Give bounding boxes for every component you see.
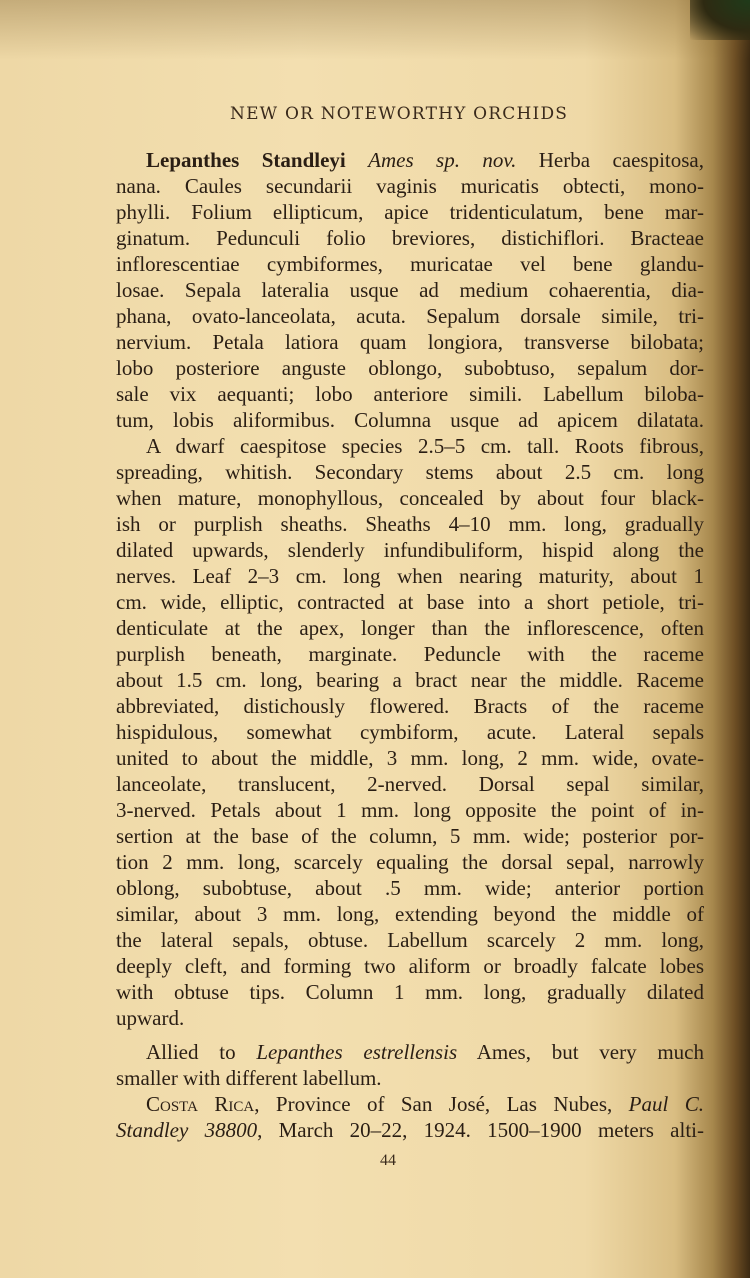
running-head: NEW OR NOTEWORTHY ORCHIDS (230, 104, 569, 124)
para2-line: deeply cleft, and forming two aliform or broadly falcate lobes (116, 954, 704, 978)
para2-line: nerves. Leaf 2–3 cm. long when nearing maturity, about 1 (116, 564, 704, 588)
para2-line: about 1.5 cm. long, bearing a bract near the middle. Raceme (116, 668, 704, 692)
para1-line: nervium. Petala latiora quam longiora, transverse bilobata; (116, 330, 704, 354)
para2-line: ish or purplish sheaths. Sheaths 4–10 mm. long, gradually (116, 512, 704, 536)
species-author: Ames sp. nov. (368, 148, 517, 172)
para1-line: phylli. Folium ellipticum, apice tridenticulatum, bene mar- (116, 200, 704, 224)
para1-line: tum, lobis aliformibus. Columna usque ad apicem dilatata. (116, 408, 704, 432)
para1-line: phana, ovato-lanceolata, acuta. Sepalum dorsale simile, tri- (116, 304, 704, 328)
species-name: Lepanthes Standleyi (146, 148, 346, 172)
para2-line: upward. (116, 1006, 185, 1030)
para2-line: hispidulous, somewhat cymbiform, acute. Lateral sepals (116, 720, 704, 744)
para3-line-1-start: Allied to (146, 1040, 257, 1064)
para2-line: 3-nerved. Petals about 1 mm. long opposite the point of in- (116, 798, 704, 822)
para2-line: when mature, monophyllous, concealed by about four black- (116, 486, 704, 510)
para1-line-1 (146, 147, 704, 173)
para1-line: ginatum. Pedunculi folio breviores, distichiflori. Bracteae (116, 226, 704, 250)
para1-line: inflorescentiae cymbiformes, muricatae vel bene glandu- (116, 252, 704, 276)
collector-name: Paul C. (628, 1092, 704, 1116)
para2-line: sertion at the base of the column, 5 mm. wide; posterior por- (116, 824, 704, 848)
para3-line-2: smaller with different labellum. (116, 1066, 382, 1090)
collection-date-elevation: , March 20–22, 1924. 1500–1900 meters alti- (257, 1118, 704, 1142)
page-number: 44 (380, 1152, 396, 1169)
para1-line: nana. Caules secundarii vaginis muricatis obtecti, mono- (116, 174, 704, 198)
para2-line: purplish beneath, marginate. Peduncle with the raceme (116, 642, 704, 666)
para2-line: spreading, whitish. Secondary stems about 2.5 cm. long (116, 460, 704, 484)
para1-line: losae. Sepala lateralia usque ad medium cohaerentia, dia- (116, 278, 704, 302)
para2-line: with obtuse tips. Column 1 mm. long, gradually dilated (116, 980, 704, 1004)
para3-line-1-end: Ames, but very much (457, 1040, 705, 1064)
page-corner-shadow (690, 0, 750, 40)
compared-species: Lepanthes estrellensis (256, 1040, 458, 1064)
para2-line: dilated upwards, slenderly infundibuliform, hispid along the (116, 538, 704, 562)
locality: , Province of San José, Las Nubes, (254, 1092, 629, 1116)
para4-line-1 (146, 1091, 704, 1117)
para2-line: cm. wide, elliptic, contracted at base into a short petiole, tri- (116, 590, 704, 614)
para2-line: the lateral sepals, obtuse. Labellum scarcely 2 mm. long, (116, 928, 704, 952)
para2-line: A dwarf caespitose species 2.5–5 cm. tall. Roots fibrous, (146, 434, 704, 458)
para2-line: similar, about 3 mm. long, extending beyond the middle of (116, 902, 704, 926)
country-name: Costa Rica (146, 1092, 255, 1116)
para1-line-1-rest: Herba caespitosa, (538, 148, 704, 172)
para2-line: united to about the middle, 3 mm. long, 2 mm. wide, ovate- (116, 746, 704, 770)
para1-line: lobo posteriore anguste oblongo, subobtuso, sepalum dor- (116, 356, 704, 380)
para1-line: sale vix aequanti; lobo anteriore simili. Labellum biloba- (116, 382, 704, 406)
para2-line: oblong, subobtuse, about .5 mm. wide; anterior portion (116, 876, 704, 900)
para3-line-1 (146, 1039, 704, 1065)
para2-line: tion 2 mm. long, scarcely equaling the dorsal sepal, narrowly (116, 850, 704, 874)
collector-number: Standley 38800 (116, 1118, 258, 1142)
para2-line: denticulate at the apex, longer than the inflorescence, often (116, 616, 704, 640)
para2-line: abbreviated, distichously flowered. Bracts of the raceme (116, 694, 704, 718)
para4-line-2 (116, 1117, 704, 1143)
para2-line: lanceolate, translucent, 2-nerved. Dorsal sepal similar, (116, 772, 704, 796)
